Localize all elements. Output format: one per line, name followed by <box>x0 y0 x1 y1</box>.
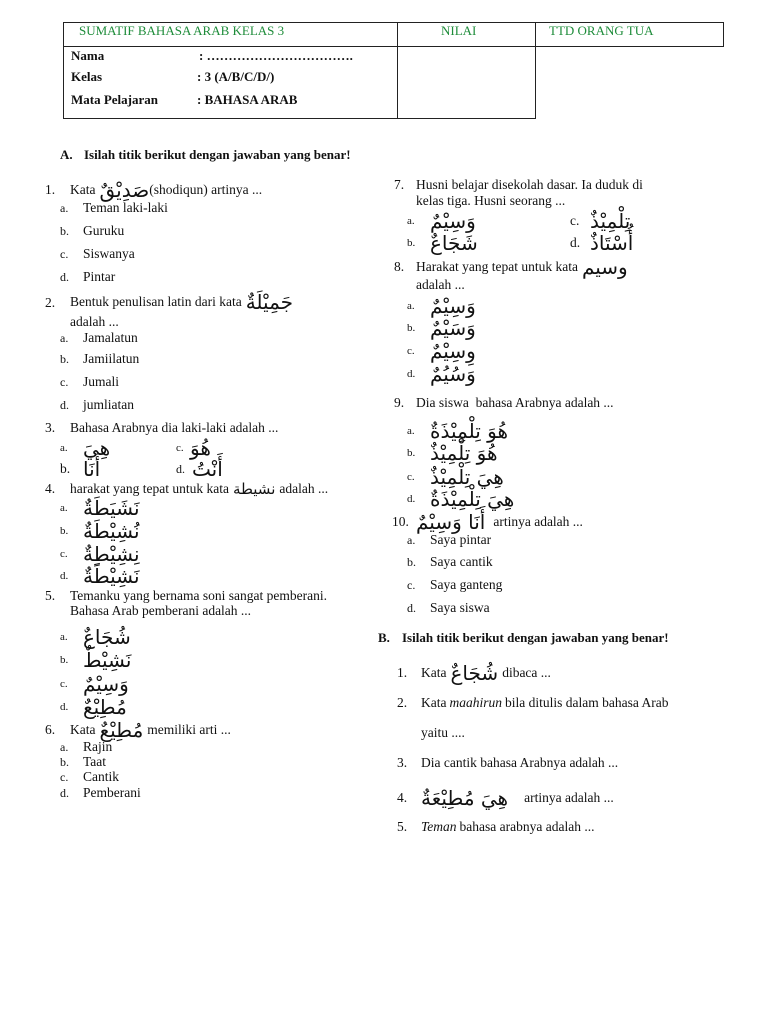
essay-number: 2. <box>397 695 408 710</box>
essay-text-pre: Kata <box>421 665 447 680</box>
option-letter: a. <box>60 442 68 454</box>
question-number: 2. <box>45 295 56 310</box>
question-text: Bahasa Arabnya dia laki-laki adalah ... <box>70 420 279 435</box>
option-letter: a. <box>60 631 68 643</box>
option-arabic: نِشِيْطِةٌ <box>83 542 140 566</box>
section-a-letter: A. <box>60 147 73 162</box>
exam-title: SUMATIF BAHASA ARAB KELAS 3 <box>79 23 285 38</box>
option-letter: b. <box>60 461 71 476</box>
question-text-line2: Bahasa Arab pemberani adalah ... <box>70 603 252 618</box>
option-letter: d. <box>60 701 69 713</box>
arabic-word: نشيطة <box>232 480 276 498</box>
option-text: Jamiilatun <box>83 351 140 366</box>
essay-question-line2: yaitu .... <box>421 725 465 740</box>
essay-text-post: bahasa arabnya adalah ... <box>459 819 595 834</box>
option-letter: c. <box>570 213 580 228</box>
field-label-mapel: Mata Pelajaran <box>71 92 159 107</box>
question-number: 5. <box>45 588 56 603</box>
essay-number: 5. <box>397 819 408 834</box>
option-arabic: هِيَ تِلْمِيْذَةٌ <box>430 487 515 511</box>
option-letter: b. <box>407 322 416 334</box>
field-label-nama: Nama <box>71 48 105 63</box>
option-text: Saya pintar <box>430 532 492 547</box>
option-letter: a. <box>407 300 415 312</box>
essay-text-post: artinya adalah ... <box>524 790 614 805</box>
essay-question <box>421 787 614 809</box>
section-a-title: Isilah titik berikut dengan jawaban yang benar! <box>84 147 351 162</box>
essay-question: Dia cantik bahasa Arabnya adalah ... <box>421 755 619 770</box>
option-arabic: نَشَيَطَةٌ <box>83 496 140 520</box>
option-letter: b. <box>407 555 416 569</box>
option-letter: a. <box>60 331 69 345</box>
option-letter: a. <box>60 740 69 754</box>
option-letter: d. <box>407 493 416 505</box>
option-arabic: وِسِيْمٌ <box>430 339 476 363</box>
essay-text-post: dibaca ... <box>502 665 551 680</box>
option-text: jumliatan <box>83 397 134 412</box>
option-letter: c. <box>60 678 68 690</box>
option-arabic: مُطِيْعٌ <box>83 695 127 719</box>
option-letter: c. <box>407 578 416 592</box>
option-letter: c. <box>60 548 68 560</box>
section-b-title: Isilah titik berikut dengan jawaban yang benar! <box>402 630 669 645</box>
option-letter: a. <box>407 533 416 547</box>
option-letter: d. <box>60 570 69 582</box>
option-letter: a. <box>407 425 415 437</box>
essay-text-italic: maahirun <box>449 695 502 710</box>
essay-question <box>421 662 551 684</box>
table-border-left <box>63 22 64 119</box>
question-text: Temanku yang bernama soni sangat pemberani. <box>70 588 327 603</box>
option-text: Saya siswa <box>430 600 490 615</box>
table-border-row <box>63 46 724 47</box>
question-number: 4. <box>45 481 56 496</box>
option-letter: c. <box>60 247 69 261</box>
option-text: Teman laki-laki <box>83 200 168 215</box>
option-arabic: نُشِيْطَةٌ <box>83 519 140 543</box>
option-text: Pemberani <box>83 785 141 800</box>
option-arabic: نَشِيْطَةٌ <box>83 564 140 588</box>
table-border-bottom <box>63 118 536 119</box>
question-number: 1. <box>45 182 56 197</box>
field-value-kelas: : 3 (A/B/C/D/) <box>197 69 275 84</box>
essay-number: 4. <box>397 790 408 805</box>
question-text-pre: Kata <box>70 722 96 737</box>
arabic-word: شُجَاعٌ <box>450 661 499 685</box>
essay-question <box>421 816 594 838</box>
arabic-phrase: هِيَ مُطِيْعَةٌ <box>421 786 509 810</box>
option-letter: b. <box>60 352 69 366</box>
arabic-phrase: أَنَا وَسِيْمٌ <box>416 510 486 534</box>
question-text <box>70 291 293 313</box>
option-arabic: نَشِيْطٌ <box>83 648 132 672</box>
option-letter: c. <box>60 770 69 784</box>
question-text-pre: harakat yang tepat untuk kata <box>70 481 229 496</box>
option-letter: d. <box>407 368 416 380</box>
option-arabic: هِيَ تِلْمِيْذٌ <box>430 465 504 489</box>
question-text-post: artinya adalah ... <box>493 514 583 529</box>
question-text-pre: Harakat yang tepat untuk kata <box>416 259 578 274</box>
option-arabic: شُجَاعٌ <box>83 625 131 649</box>
field-value-mapel: : BAHASA ARAB <box>197 92 298 107</box>
option-letter: c. <box>407 345 415 357</box>
question-text-post: adalah ... <box>279 481 329 496</box>
option-arabic: هِيَ <box>83 436 111 460</box>
question-text-pre: Bentuk penulisan latin dari kata <box>70 294 242 309</box>
option-letter: d. <box>60 786 69 800</box>
question-text-post: (shodiqun) artinya ... <box>149 182 263 197</box>
question-number: 9. <box>394 395 405 410</box>
option-letter: d. <box>60 398 69 412</box>
question-number: 8. <box>394 259 405 274</box>
option-letter: c. <box>176 442 184 454</box>
table-divider-nilai <box>397 22 398 119</box>
essay-text-italic: Teman <box>421 819 457 834</box>
section-b-letter: B. <box>378 630 390 645</box>
option-text: Pintar <box>83 269 116 284</box>
table-border-right <box>723 22 724 47</box>
option-arabic: أَنَا <box>83 457 101 481</box>
option-arabic: أَنْتُ <box>192 457 223 481</box>
option-text: Rajin <box>83 739 113 754</box>
arabic-word: مُطِيْعٌ <box>99 718 144 742</box>
option-letter: c. <box>407 471 415 483</box>
ttd-label: TTD ORANG TUA <box>549 23 654 38</box>
option-arabic: أُسْتَاذٌ <box>590 231 634 255</box>
question-number: 7. <box>394 177 405 192</box>
essay-text-pre: Kata <box>421 695 447 710</box>
option-letter: d. <box>407 601 416 615</box>
field-value-nama: : ……………………………. <box>199 48 353 63</box>
option-arabic: شَجَاعٌ <box>430 231 478 255</box>
option-text: Cantik <box>83 769 119 784</box>
question-text-pre: Kata <box>70 182 96 197</box>
nilai-label: NILAI <box>441 23 477 38</box>
option-letter: a. <box>407 215 415 227</box>
option-arabic: وَسِيْمٌ <box>430 209 476 233</box>
option-arabic: وَسُيُمٌ <box>430 362 476 386</box>
option-arabic: هُوَ تِلْمِيْذَةٌ <box>430 419 508 443</box>
option-arabic: وَسِيْمٌ <box>83 672 129 696</box>
option-letter: b. <box>60 755 69 769</box>
question-text-post: memiliki arti ... <box>147 722 231 737</box>
option-text: Saya cantik <box>430 554 493 569</box>
essay-number: 3. <box>397 755 408 770</box>
essay-question <box>421 692 668 714</box>
option-letter: b. <box>60 525 69 537</box>
question-text: Dia siswa bahasa Arabnya adalah ... <box>416 395 614 410</box>
option-arabic: هُوَ <box>190 436 211 460</box>
question-number: 3. <box>45 420 56 435</box>
option-letter: b. <box>407 447 416 459</box>
option-letter: d. <box>176 462 185 476</box>
option-arabic: وَسَيْمٌ <box>430 316 476 340</box>
question-text: Husni belajar disekolah dasar. Ia duduk di <box>416 177 643 192</box>
option-text: Saya ganteng <box>430 577 503 592</box>
option-text: Taat <box>83 754 107 769</box>
question-text-line2: kelas tiga. Husni seorang ... <box>416 193 566 208</box>
field-label-kelas: Kelas <box>71 69 103 84</box>
option-letter: c. <box>60 375 69 389</box>
essay-text-post: bila ditulis dalam bahasa Arab <box>505 695 669 710</box>
option-arabic: وَسِيْمٌ <box>430 294 476 318</box>
option-letter: a. <box>60 502 68 514</box>
arabic-word: صَدِيْقٌ <box>99 178 150 202</box>
option-text: Jamalatun <box>83 330 138 345</box>
question-number: 10. <box>392 514 409 529</box>
question-text-line2: adalah ... <box>70 314 119 329</box>
essay-number: 1. <box>397 665 408 680</box>
option-letter: a. <box>60 201 69 215</box>
option-letter: b. <box>60 224 69 238</box>
option-letter: d. <box>570 235 581 250</box>
question-number: 6. <box>45 722 56 737</box>
option-arabic: هُوَ تِلْمِيْذٌ <box>430 441 498 465</box>
option-letter: d. <box>60 270 69 284</box>
option-letter: b. <box>407 237 416 249</box>
option-text: Jumali <box>83 374 119 389</box>
option-arabic: تِلْمِيْذٌ <box>590 209 631 233</box>
arabic-word: جَمِيْلَةٌ <box>245 290 294 314</box>
option-text: Guruku <box>83 223 125 238</box>
option-letter: b. <box>60 654 69 666</box>
table-divider-ttd <box>535 22 536 119</box>
option-text: Siswanya <box>83 246 135 261</box>
question-text-line2: adalah ... <box>416 277 465 292</box>
arabic-word: وسيم <box>581 255 628 279</box>
